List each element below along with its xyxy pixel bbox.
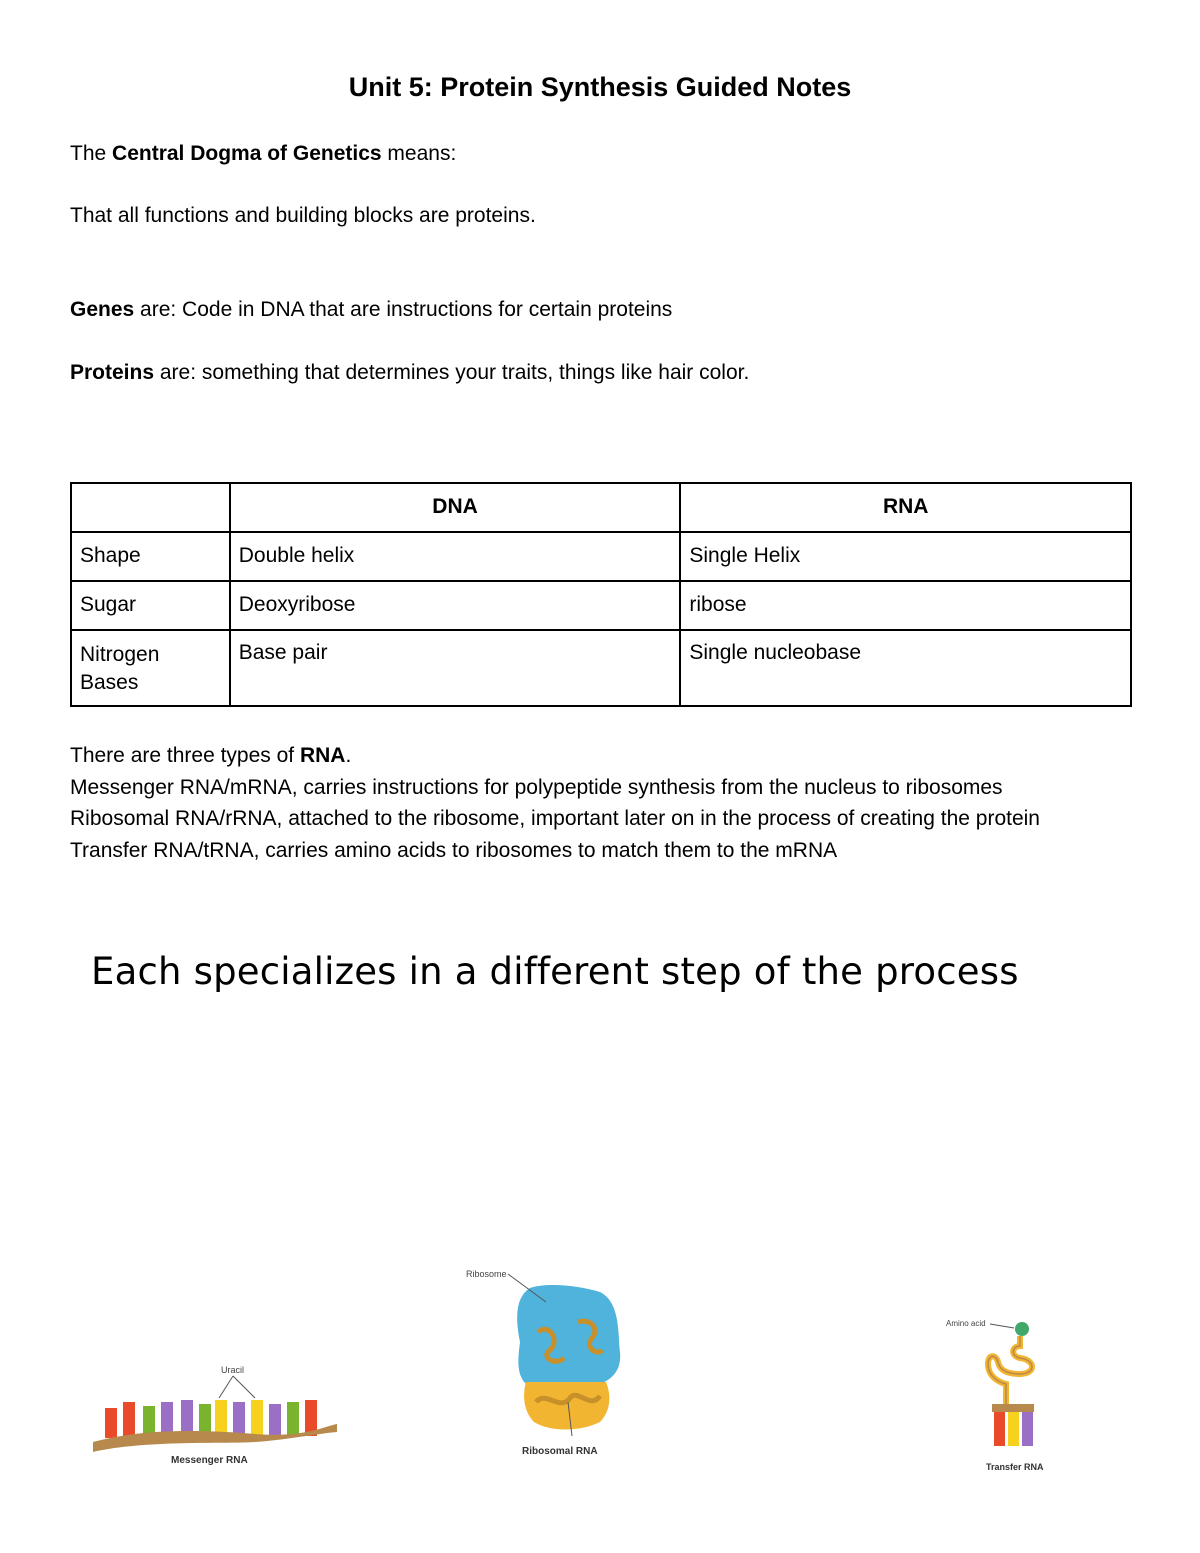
- trna-caption: Transfer RNA: [986, 1462, 1044, 1472]
- table-cell: Sugar: [71, 581, 230, 630]
- base-purple-shape: [269, 1404, 281, 1436]
- genes-term: Genes: [70, 298, 135, 321]
- base-red-shape: [105, 1408, 117, 1438]
- base-purple-shape: [161, 1402, 173, 1436]
- uracil-pointer: [233, 1376, 255, 1398]
- rrna-caption: Ribosomal RNA: [522, 1446, 598, 1457]
- amino-acid-shape: [1015, 1322, 1029, 1336]
- rna-types-section: [70, 740, 1150, 866]
- proteins-text: are: something that determines your traits, things like hair color.: [154, 361, 750, 384]
- base-red-shape: [123, 1402, 135, 1436]
- central-dogma-answer: That all functions and building blocks are proteins.: [70, 204, 536, 227]
- table-header-rna: RNA: [680, 483, 1131, 532]
- rna-type-rrna: Ribosomal RNA/rRNA, attached to the ribosome, important later on in the process of creating the protein: [70, 807, 1040, 830]
- base-purple-shape: [233, 1402, 245, 1436]
- mrna-caption: Messenger RNA: [171, 1455, 248, 1466]
- table-header-row: [71, 483, 1131, 532]
- table-header-cell: [71, 483, 230, 532]
- table-cell: Base pair: [230, 630, 681, 706]
- base-yellow-shape: [251, 1400, 263, 1436]
- rna-intro-suffix: .: [345, 744, 352, 767]
- base-purple-shape: [1022, 1412, 1033, 1446]
- table-cell: Double helix: [230, 532, 681, 581]
- dna-rna-comparison-table: [70, 482, 1132, 707]
- table-row: [71, 581, 1131, 630]
- ribosome-body-shape: [517, 1285, 620, 1384]
- uracil-label: Uracil: [221, 1365, 245, 1375]
- base-green-shape: [287, 1402, 299, 1436]
- rrna-body-shape: [524, 1382, 609, 1430]
- ribosomal-rna-illustration: [460, 1262, 635, 1462]
- genes-definition: [70, 298, 672, 322]
- table-cell: Nitrogen Bases: [71, 630, 230, 706]
- base-green-shape: [143, 1406, 155, 1436]
- base-purple-shape: [181, 1400, 193, 1436]
- central-dogma-suffix: means:: [381, 142, 457, 165]
- table-cell: Deoxyribose: [230, 581, 681, 630]
- proteins-term: Proteins: [70, 361, 155, 384]
- trna-anticodon-arm: [992, 1404, 1034, 1412]
- page-title: Unit 5: Protein Synthesis Guided Notes: [348, 72, 852, 102]
- banner-heading: Each specializes in a different step of the process: [91, 950, 1019, 993]
- table-cell: ribose: [680, 581, 1131, 630]
- table-cell: Single Helix: [680, 532, 1131, 581]
- base-yellow-shape: [215, 1400, 227, 1436]
- rna-type-mrna: Messenger RNA/mRNA, carries instructions for polypeptide synthesis from the nucleus to ribosomes: [70, 775, 1003, 799]
- trna-backbone-shape: [988, 1336, 1032, 1404]
- table-cell: Shape: [71, 532, 230, 581]
- rna-intro-prefix: There are three types of: [70, 744, 300, 767]
- uracil-pointer: [219, 1376, 233, 1398]
- rna-types-intro: [70, 740, 1150, 772]
- central-dogma-prompt: [70, 142, 456, 166]
- base-red-shape: [994, 1412, 1005, 1446]
- table-cell: Single nucleobase: [680, 630, 1131, 706]
- base-yellow-shape: [1008, 1412, 1019, 1446]
- genes-text: are: Code in DNA that are instructions for certain proteins: [134, 298, 673, 321]
- ribosome-label: Ribosome: [466, 1269, 507, 1279]
- amino-acid-label: Amino acid: [946, 1319, 986, 1328]
- table-header-dna: DNA: [230, 483, 681, 532]
- rna-intro-term: RNA: [299, 744, 346, 767]
- table-row: [71, 532, 1131, 581]
- transfer-rna-illustration: [940, 1312, 1060, 1477]
- proteins-definition: [70, 361, 749, 385]
- amino-acid-pointer: [990, 1324, 1014, 1328]
- rna-type-trna: Transfer RNA/tRNA, carries amino acids to ribosomes to match them to the mRNA: [70, 838, 838, 862]
- table-row: [71, 630, 1131, 706]
- central-dogma-prefix: The: [70, 142, 113, 165]
- central-dogma-term: Central Dogma of Genetics: [112, 142, 382, 165]
- messenger-rna-illustration: [85, 1360, 350, 1470]
